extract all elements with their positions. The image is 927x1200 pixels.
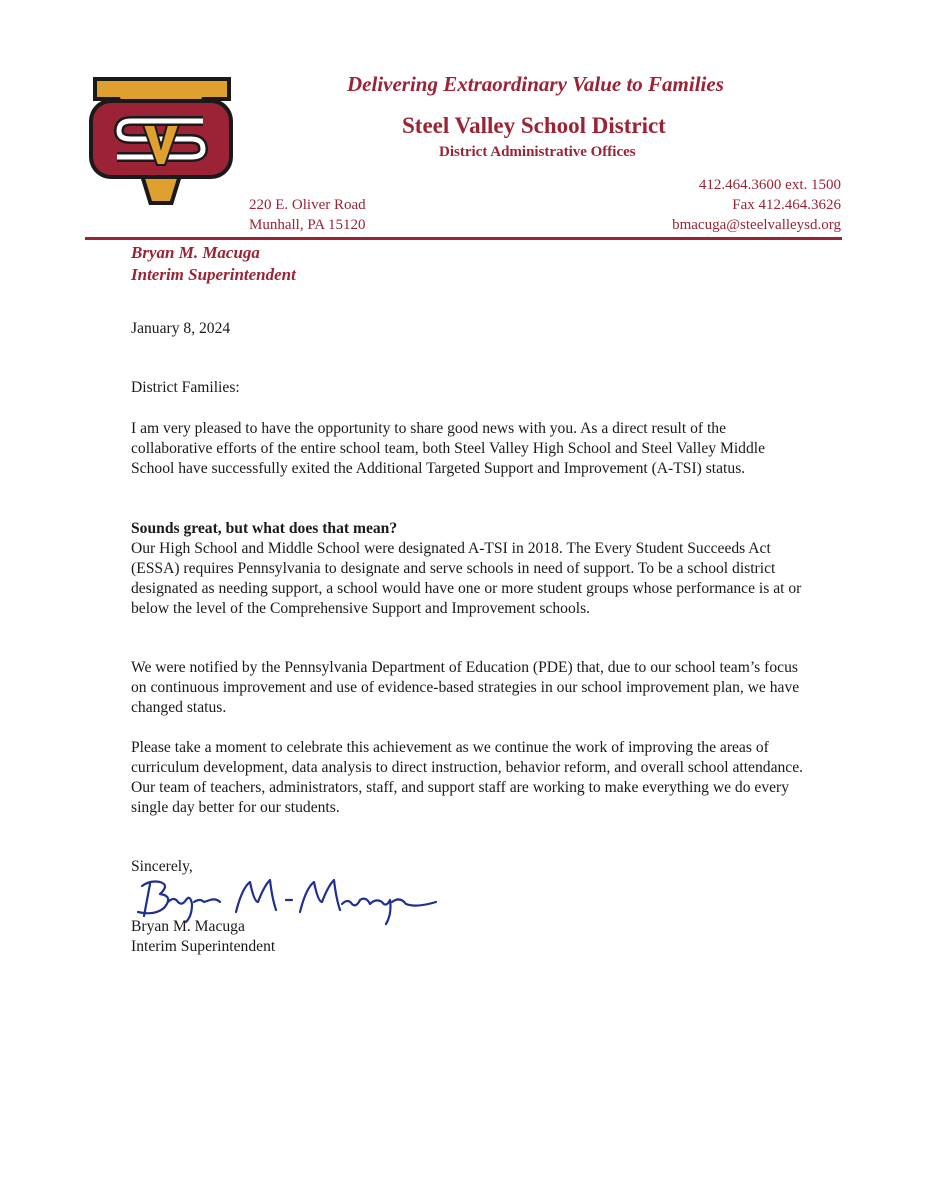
district-logo (85, 73, 237, 209)
signer-title: Interim Superintendent (131, 938, 276, 955)
address-line-1: 220 E. Oliver Road (249, 197, 366, 213)
offices-label: District Administrative Offices (439, 144, 636, 160)
sender-title: Interim Superintendent (131, 265, 296, 284)
fax-number: Fax 412.464.3626 (732, 197, 841, 213)
letterhead-tagline: Delivering Extraordinary Value to Families (347, 72, 724, 96)
email-address: bmacuga@steelvalleysd.org (672, 217, 841, 233)
district-name: Steel Valley School District (402, 113, 666, 138)
paragraph-2: Our High School and Middle School were designated A-TSI in 2018. The Every Student Succeeds Act (ESSA) requires Pennsylvania to designate and serve schools in need of support. To be a school district designated as needing support, a school would have one or more student groups whose performance is at or below the level of the Comprehensive Support and Improvement schools. (131, 540, 802, 617)
address-line-2: Munhall, PA 15120 (249, 217, 366, 233)
letter-date: January 8, 2024 (131, 320, 231, 337)
letter-closing: Sincerely, (131, 858, 193, 875)
signer-name: Bryan M. Macuga (131, 918, 245, 935)
phone-number: 412.464.3600 ext. 1500 (698, 177, 841, 193)
paragraph-4: Please take a moment to celebrate this achievement as we continue the work of improving the areas of curriculum development, data analysis to direct instruction, behavior reform, and overall school attendance. Our team of teachers, administrators, staff, and support staff are working to make everything we do every single day better for our students. (131, 739, 804, 816)
letter-salutation: District Families: (131, 379, 240, 396)
paragraph-1: I am very pleased to have the opportunity to share good news with you. As a direct result of the collaborative efforts of the entire school team, both Steel Valley High School and Steel Valley Middle School have successfully exited the Additional Targeted Support and Improvement (A-TSI) status. (131, 420, 765, 477)
sender-name: Bryan M. Macuga (131, 243, 260, 262)
paragraph-3: We were notified by the Pennsylvania Department of Education (PDE) that, due to our school team’s focus on continuous improvement and use of evidence-based strategies in our school improvement plan, we have changed status. (131, 659, 800, 716)
section-heading: Sounds great, but what does that mean? (131, 520, 398, 537)
letterhead-divider (85, 237, 842, 240)
